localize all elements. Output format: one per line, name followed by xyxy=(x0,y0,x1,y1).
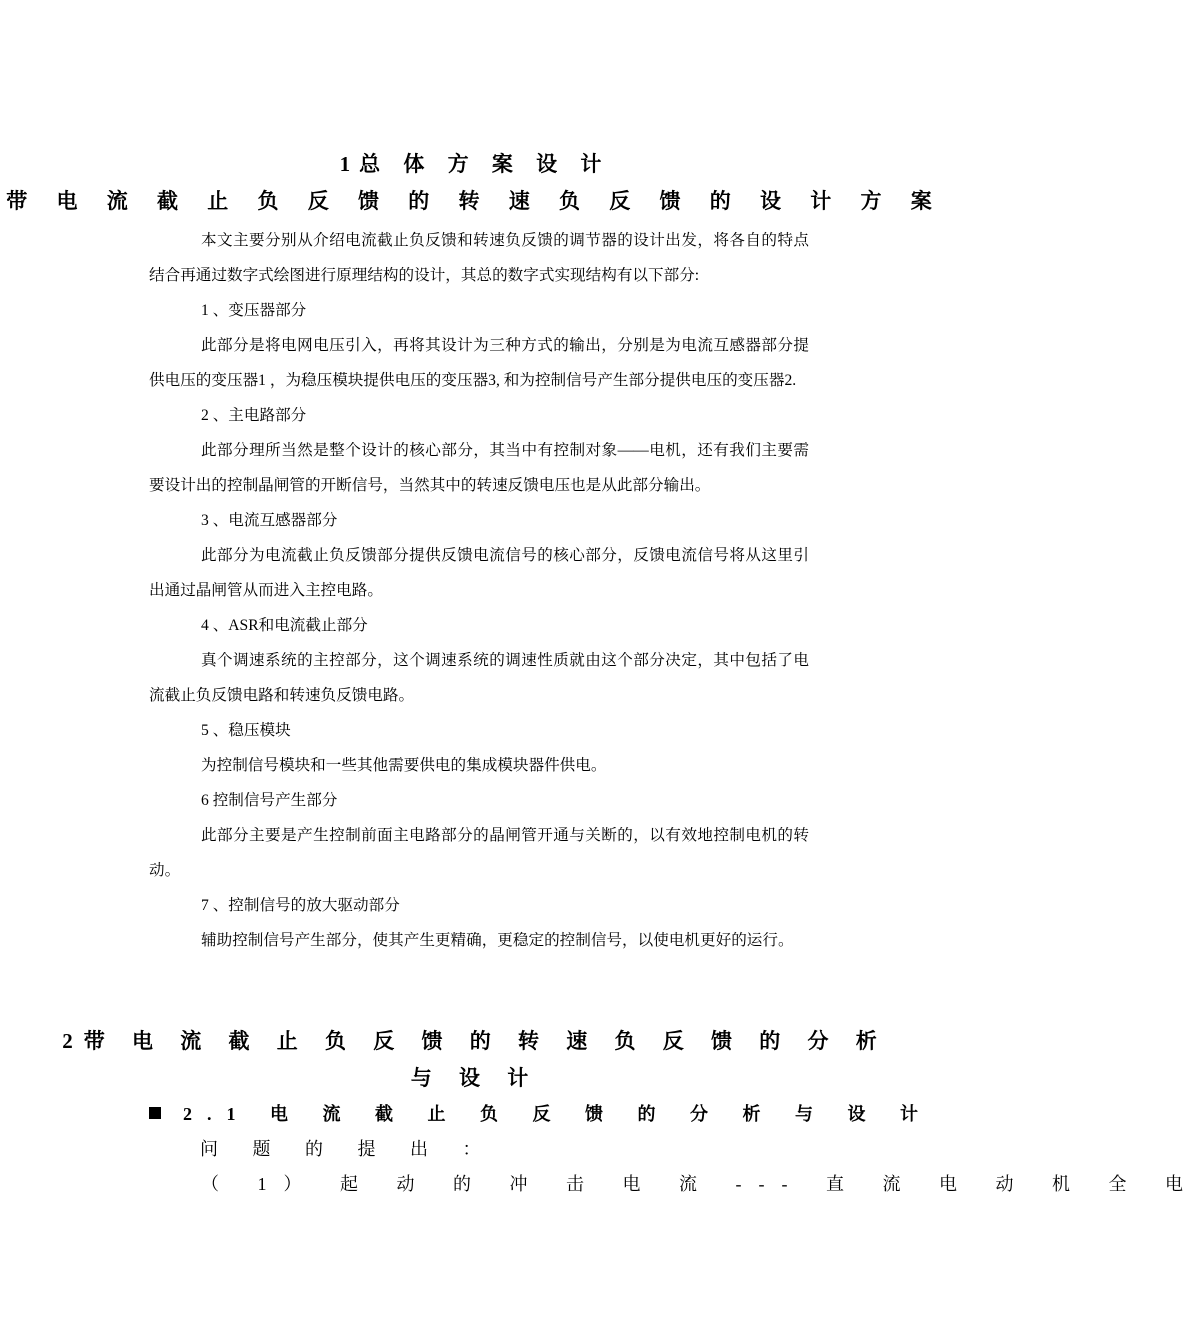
intro-paragraph: 本文主要分别从介绍电流截止负反馈和转速负反馈的调节器的设计出发，将各自的特点结合再通过数字式绘图进行原理结构的设计，其总的数字式实现结构有以下部分: xyxy=(149,232,809,284)
section-2-title-line-1: 2带 电 流 截 止 负 反 馈 的 转 速 负 反 馈 的 分 析 xyxy=(62,1029,888,1053)
part-5-heading: 5 、稳压模块 xyxy=(201,722,291,739)
part-3-heading: 3 、电流互感器部分 xyxy=(201,512,338,529)
part-4-heading: 4 、ASR和电流截止部分 xyxy=(201,617,368,634)
part-6-heading: 6 控制信号产生部分 xyxy=(201,792,338,809)
section-1-body xyxy=(149,223,809,958)
list-item-1: （ 1） 起 动 的 冲 击 电 流 --- 直 流 电 动 机 全 电 xyxy=(201,1174,1200,1194)
square-bullet-icon xyxy=(149,1107,161,1119)
section-2-1-heading xyxy=(149,1100,933,1126)
part-1-description: 此部分是将电网电压引入，再将其设计为三种方式的输出，分别是为电流互感器部分提供电压的变压器1 ，为稳压模块提供电压的变压器3, 和为控制信号产生部分提供电压的变压器2. xyxy=(149,337,809,389)
part-7-heading: 7 、控制信号的放大驱动部分 xyxy=(201,897,400,914)
section-2-title xyxy=(0,1023,950,1097)
question-heading: 问 题 的 提 出 ： xyxy=(200,1139,496,1159)
part-2-heading: 2 、主电路部分 xyxy=(201,407,307,424)
section-1-subtitle: 带 电 流 截 止 负 反 馈 的 转 速 负 反 馈 的 设 计 方 案 xyxy=(6,189,944,213)
section-1-title: 1总 体 方 案 设 计 xyxy=(339,152,611,176)
part-2-description: 此部分理所当然是整个设计的核心部分，其当中有控制对象——电机，还有我们主要需要设计出的控制晶闸管的开断信号，当然其中的转速反馈电压也是从此部分输出。 xyxy=(149,442,809,494)
part-3-description: 此部分为电流截止负反馈部分提供反馈电流信号的核心部分，反馈电流信号将从这里引出通过晶闸管从而进入主控电路。 xyxy=(149,547,809,599)
part-1-heading: 1 、变压器部分 xyxy=(201,302,307,319)
section-2-title-line-2: 与 设 计 xyxy=(410,1066,540,1090)
part-6-description: 此部分主要是产生控制前面主电路部分的晶闸管开通与关断的，以有效地控制电机的转动。 xyxy=(149,827,809,879)
section-2-1-heading-text: 2.1 电 流 截 止 负 反 馈 的 分 析 与 设 计 xyxy=(183,1104,933,1124)
part-4-description: 真个调速系统的主控部分，这个调速系统的调速性质就由这个部分决定，其中包括了电流截止负反馈电路和转速负反馈电路。 xyxy=(149,652,809,704)
part-7-description: 辅助控制信号产生部分，使其产生更精确，更稳定的控制信号，以使电机更好的运行。 xyxy=(201,932,794,949)
part-5-description: 为控制信号模块和一些其他需要供电的集成模块器件供电。 xyxy=(201,757,607,774)
